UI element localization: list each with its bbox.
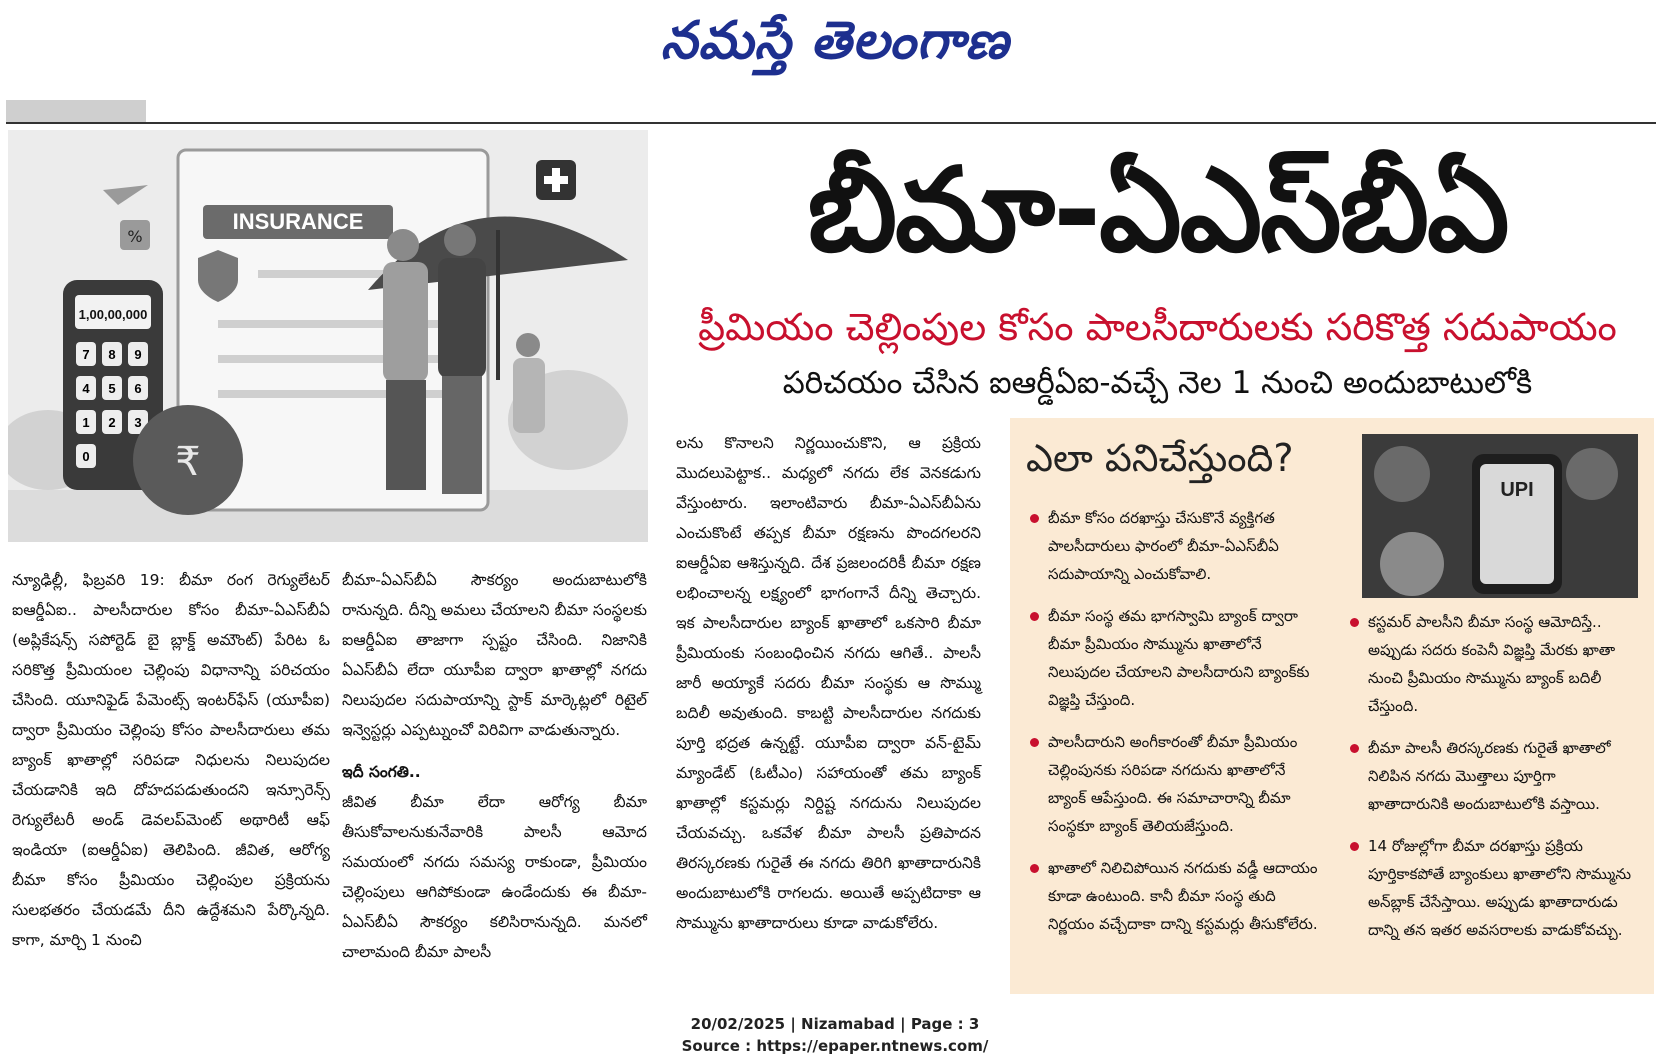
steps-list-right	[1346, 608, 1636, 958]
article-paragraph: జీవిత బీమా లేదా ఆరోగ్య బీమా తీసుకోవాలనుకునేవారికి పాలసీ ఆమోద సమయంలో నగదు సమస్య రాకుండా, ప్రీమియం చెల్లింపులు ఆగిపోకుండా ఉండేందుకు ఈ బీమా-ఏఎస్‌బీఏ సౌకర్యం కలిసిరానున్నది. మనలో చాలామంది బీమా పాలసీ	[342, 793, 647, 961]
step-item	[1026, 854, 1326, 938]
article-illustration	[8, 130, 648, 542]
article-paragraph: న్యూఢిల్లీ, ఫిబ్రవరి 19: బీమా రంగ రెగ్యులేటర్ ఐఆర్డీఏఐ.. పాలసీదారుల కోసం బీమా-ఏఎస్‌బీఏ (అప్లికేషన్స్ సపోర్టెడ్ బై బ్లాక్డ్ అమౌంట్) పేరిట ఓ సరికొత్త ప్రీమియంల చెల్లింపు విధానాన్ని పరిచయం చేసింది. యూనిఫైడ్ పేమెంట్స్ ఇంటర్‌ఫేస్ (యూపీఐ) ద్వారా ప్రీమియం చెల్లింపు కోసం పాలసీదారులు తమ బ్యాంక్ ఖాతాల్లో సరిపడా నిధులను నిలుపుదల చేయడానికి ఇది దోహదపడుతుందని ఇన్సూరెన్స్ రెగ్యులేటరీ అండ్ డెవలప్‌మెంట్ అథారిటీ ఆఫ్ ఇండియా (ఐఆర్డీఏఐ) తెలిపింది. జీవిత, ఆరోగ్య బీమా కోసం ప్రీమియం చెల్లింపుల ప్రక్రియను సులభతరం చేయడమే దీని ఉద్దేశమని పేర్కొన్నది. కాగా, మార్చి 1 నుంచి	[12, 571, 330, 949]
top-band	[6, 100, 1656, 124]
upi-label: UPI	[1500, 479, 1534, 501]
subheadline: ప్రీమియం చెల్లింపుల కోసం పాలసీదారులకు సరికొత్త సదుపాయం	[698, 305, 1617, 349]
rupee-icon: ₹	[175, 439, 201, 485]
calculator-key-label: 5	[108, 381, 116, 396]
family-figure	[383, 262, 428, 382]
calculator-key-label: 6	[134, 381, 142, 396]
calculator-key-label: 7	[82, 347, 90, 362]
section-subtitle: ఇదీ సంగతి..	[342, 763, 421, 781]
calculator-display: 1,00,00,000	[78, 307, 148, 322]
top-rule	[6, 122, 1656, 124]
calculator-key-label: 9	[134, 347, 142, 362]
percent-icon: %	[127, 227, 143, 246]
bullet-icon	[1030, 514, 1039, 523]
step-text: బీమా కోసం దరఖాస్తు చేసుకొనే వ్యక్తిగత పాలసీదారులు ఫారంలో బీమా-ఏఎస్‌బీఏ సదుపాయాన్ని ఎంచుకోవాలి.	[1048, 509, 1279, 583]
edition-info: 20/02/2025 | Nizamabad | Page : 3	[690, 1015, 980, 1033]
step-item	[1026, 504, 1326, 588]
insurance-label: INSURANCE	[232, 209, 364, 234]
bullet-icon	[1350, 744, 1359, 753]
step-text: 14 రోజుల్లోగా బీమా దరఖాస్తు ప్రక్రియ పూర్తికాకపోతే బ్యాంకులు ఖాతాలోని సొమ్మును అన్‌బ్లాక్ చేసేస్తాయి. అప్పుడు ఖాతాదారుడు దాన్ని తన ఇతర అవసరాలకు వాడుకోవచ్చు.	[1368, 837, 1632, 939]
calculator-key-label: 0	[82, 449, 90, 464]
step-text: ఖాతాలో నిలిచిపోయిన నగదుకు వడ్డీ ఆదాయం కూడా ఉంటుంది. కానీ బీమా సంస్థ తుది నిర్ణయం వచ్చేదాకా దాన్ని కస్టమర్లు తీసుకోలేరు.	[1048, 859, 1318, 933]
step-text: బీమా సంస్థ తమ భాగస్వామి బ్యాంక్ ద్వారా బీమా ప్రీమియం సొమ్మును ఖాతాలోనే నిలుపుదల చేయాలని పాలసీదారుని బ్యాంక్‌కు విజ్ఞప్తి చేస్తుంది.	[1048, 607, 1310, 709]
headline: బీమా-ఏఎస్‌బీఏ	[807, 143, 1508, 278]
step-item	[1026, 602, 1326, 714]
step-item	[1346, 832, 1636, 944]
article-column-2	[342, 565, 647, 967]
bullet-icon	[1030, 738, 1039, 747]
newspaper-title: నమస్తే తెలంగాణ	[660, 10, 1010, 71]
step-item	[1346, 734, 1636, 818]
calculator-key-label: 3	[134, 415, 142, 430]
deck: పరిచయం చేసిన ఐఆర్డీఏఐ-వచ్చే నెల 1 నుంచి అందుబాటులోకి	[782, 365, 1533, 401]
calculator-key-label: 8	[108, 347, 116, 362]
how-it-works-box	[1010, 418, 1654, 994]
step-text: బీమా పాలసీ తిరస్కరణకు గురైతే ఖాతాలో నిలిపిన నగదు మొత్తాలు పూర్తిగా ఖాతాదారునికి అందుబాటులోకి వస్తాయి.	[1368, 739, 1611, 813]
upi-photo-svg	[1362, 434, 1638, 598]
article-column-3	[676, 428, 981, 938]
illustration-svg	[8, 130, 648, 542]
step-text: కస్టమర్ పాలసీని బీమా సంస్థ ఆమోదిస్తే.. అప్పుడు సదరు కంపెనీ విజ్ఞప్తి మేరకు ఖాతా నుంచి ప్రీమియం సొమ్మును బ్యాంక్ బదిలీ చేస్తుంది.	[1368, 613, 1616, 715]
calculator-key-label: 1	[82, 415, 90, 430]
bullet-icon	[1030, 612, 1039, 621]
upi-photo	[1362, 434, 1638, 598]
box-title: ఎలా పనిచేస్తుంది?	[1026, 436, 1294, 480]
masthead	[0, 10, 1670, 84]
calculator-key-label: 4	[82, 381, 90, 396]
source-link[interactable]: Source : https://epaper.ntnews.com/	[681, 1037, 989, 1055]
step-item	[1026, 728, 1326, 840]
bullet-icon	[1350, 618, 1359, 627]
footer	[0, 1013, 1670, 1057]
steps-list-left	[1026, 504, 1326, 952]
calculator-key-label: 2	[108, 415, 116, 430]
step-text: పాలసీదారుని అంగీకారంతో బీమా ప్రీమియం చెల్లింపునకు సరిపడా నగదును ఖాతాలోనే బ్యాంక్ ఆపేస్తుంది. ఈ సమాచారాన్ని బీమా సంస్థకూ బ్యాంక్ తెలియజేస్తుంది.	[1048, 733, 1298, 835]
article-column-1	[12, 565, 330, 955]
article-paragraph: బీమా-ఏఎస్‌బీఏ సౌకర్యం అందుబాటులోకి రానున్నది. దీన్ని అమలు చేయాలని బీమా సంస్థలకు ఐఆర్డీఏఐ తాజాగా స్పష్టం చేసింది. నిజానికి ఏఎస్‌బీఏ లేదా యూపీఐ ద్వారా ఖాతాల్లో నగదు నిలుపుదల సదుపాయాన్ని స్టాక్ మార్కెట్లలో రిటైల్ ఇన్వెస్టర్లు ఎప్పట్నుంచో విరివిగా వాడుతున్నారు.	[342, 571, 647, 739]
bullet-icon	[1350, 842, 1359, 851]
article-paragraph: లను కొనాలని నిర్ణయించుకొని, ఆ ప్రక్రియ మొదలుపెట్టాక.. మధ్యలో నగదు లేక వెనకడుగు వేస్తుంటారు. ఇలాంటివారు బీమా-ఏఎస్‌బీఏను ఎంచుకొంటే తప్పక బీమా రక్షణను పొందగలరని ఐఆర్డీఏఐ ఆశిస్తున్నది. దేశ ప్రజలందరికీ బీమా రక్షణ లభించాలన్న లక్ష్యంలో భాగంగానే దీన్ని తెచ్చారు. ఇక పాలసీదారుల బ్యాంక్ ఖాతాలో ఒకసారి బీమా ప్రీమియంకు సంబంధించిన నగదు ఆగితే.. పాలసీ జారీ అయ్యాకే సదరు బీమా సంస్థకు ఆ సొమ్ము బదిలీ అవుతుంది. కాబట్టి పాలసీదారుల నగదుకు పూర్తి భద్రత ఉన్నట్టే. యూపీఐ ద్వారా వన్-టైమ్ మ్యాండేట్ (ఓటీఎం) సహాయంతో తమ బ్యాంక్ ఖాతాల్లో కస్టమర్లు నిర్దిష్ట నగదును నిలుపుదల చేయవచ్చు. ఒకవేళ బీమా పాలసీ ప్రతిపాదన తిరస్కరణకు గురైతే ఈ నగదు తిరిగి ఖాతాదారునికి అందుబాటులోకి రాగలదు. అయితే అప్పటిదాకా ఆ సొమ్మును ఖాతాదారులు కూడా వాడుకోలేరు.	[676, 434, 981, 932]
top-band-tab	[6, 100, 146, 122]
step-item	[1346, 608, 1636, 720]
bullet-icon	[1030, 864, 1039, 873]
